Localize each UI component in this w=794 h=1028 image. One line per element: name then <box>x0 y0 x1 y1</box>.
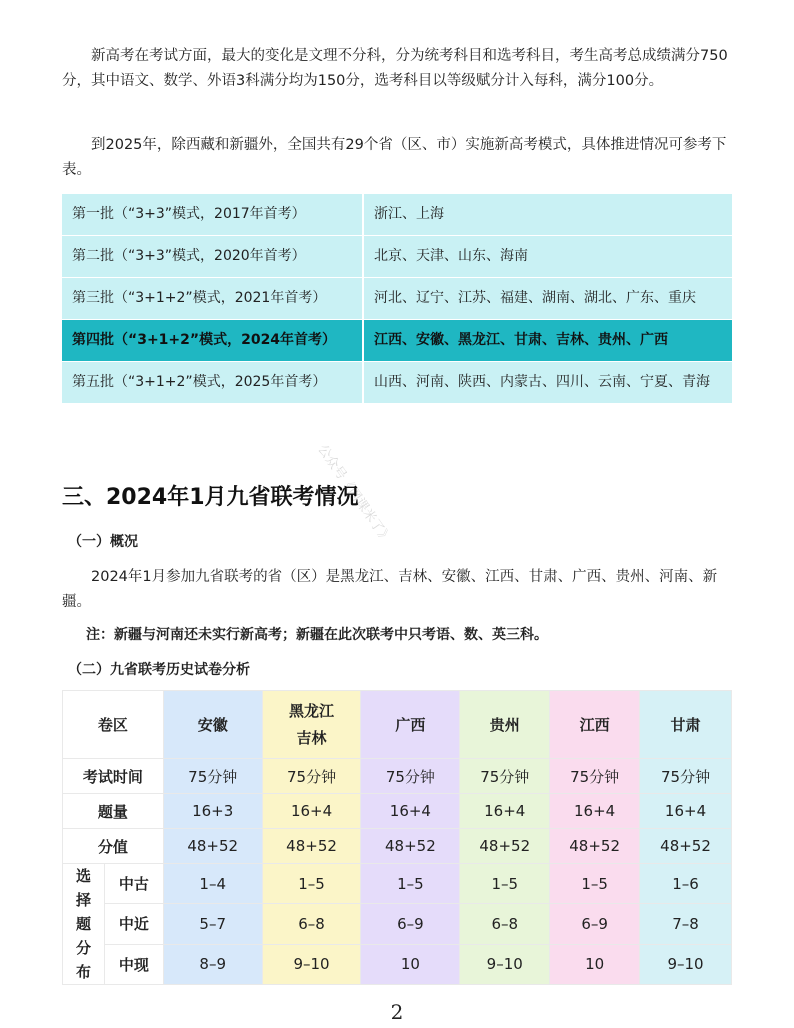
region-header: 广西 <box>361 691 460 759</box>
table-cell: 75分钟 <box>550 759 640 794</box>
row-label: 考试时间 <box>63 759 164 794</box>
batch-name: 第二批（“3+3”模式，2020年首考） <box>62 236 363 278</box>
table-cell: 9–10 <box>640 944 732 984</box>
row-label: 题量 <box>63 794 164 829</box>
batch-row <box>62 236 732 278</box>
table-cell: 1–4 <box>163 864 262 904</box>
batch-provinces: 江西、安徽、黑龙江、甘肃、吉林、贵州、广西 <box>363 320 732 362</box>
table-cell: 48+52 <box>262 829 361 864</box>
table-cell: 75分钟 <box>640 759 732 794</box>
group-label <box>63 864 105 985</box>
table-cell: 75分钟 <box>361 759 460 794</box>
batch-provinces: 河北、辽宁、江苏、福建、湖南、湖北、广东、重庆 <box>363 278 732 320</box>
watermark: 公众号《网课米了》 <box>314 442 394 547</box>
subsection-heading-analysis: （二）九省联考历史试卷分析 <box>68 662 250 678</box>
region-header-line1: 黑龙江 <box>289 701 335 720</box>
table-cell: 6–8 <box>460 904 550 944</box>
table-row <box>63 944 732 984</box>
table-cell: 7–8 <box>640 904 732 944</box>
batch-table <box>62 194 732 404</box>
exam-analysis-table <box>62 690 732 985</box>
table-header-row <box>63 691 732 759</box>
table-cell: 9–10 <box>262 944 361 984</box>
batch-intro-paragraph: 到2025年，除西藏和新疆外，全国共有29个省（区、市）实施新高考模式，具体推进情况可参考下表。 <box>62 137 727 178</box>
sub-row-label: 中近 <box>104 904 163 944</box>
sub-row-label: 中现 <box>104 944 163 984</box>
table-cell: 48+52 <box>550 829 640 864</box>
region-header: 贵州 <box>460 691 550 759</box>
batch-row-highlighted <box>62 320 732 362</box>
table-row <box>63 864 732 904</box>
intro-paragraph: 新高考在考试方面，最大的变化是文理不分科，分为统考科目和选考科目，考生高考总成绩满分750分，其中语文、数学、外语3科满分均为150分，选考科目以等级赋分计入每科，满分100分。 <box>62 48 728 89</box>
table-cell: 16+4 <box>262 794 361 829</box>
group-label-text: 选择题分布 <box>75 867 91 981</box>
section-title: 三、2024年1月九省联考情况 <box>62 485 359 510</box>
overview-paragraph: 2024年1月参加九省联考的省（区）是黑龙江、吉林、安徽、江西、甘肃、广西、贵州、河南、新疆。 <box>62 569 718 610</box>
page-number: 2 <box>390 1000 404 1024</box>
table-row <box>63 829 732 864</box>
table-cell: 10 <box>361 944 460 984</box>
table-cell: 1–6 <box>640 864 732 904</box>
table-row <box>63 794 732 829</box>
table-cell: 16+3 <box>163 794 262 829</box>
batch-provinces: 浙江、上海 <box>363 194 732 236</box>
table-cell: 16+4 <box>550 794 640 829</box>
table-cell: 48+52 <box>640 829 732 864</box>
table-cell: 1–5 <box>460 864 550 904</box>
table-row <box>63 759 732 794</box>
table-cell: 6–9 <box>550 904 640 944</box>
table-cell: 48+52 <box>460 829 550 864</box>
table-cell: 8–9 <box>163 944 262 984</box>
region-header-line2: 吉林 <box>296 728 327 747</box>
region-header: 安徽 <box>163 691 262 759</box>
region-header: 甘肃 <box>640 691 732 759</box>
table-cell: 75分钟 <box>460 759 550 794</box>
batch-name: 第四批（“3+1+2”模式，2024年首考） <box>62 320 363 362</box>
row-label: 分值 <box>63 829 164 864</box>
table-cell: 16+4 <box>640 794 732 829</box>
header-label: 卷区 <box>63 691 164 759</box>
table-cell: 9–10 <box>460 944 550 984</box>
note-text: 注：新疆与河南还未实行新高考；新疆在此次联考中只考语、数、英三科。 <box>86 627 548 643</box>
batch-row <box>62 362 732 404</box>
table-cell: 1–5 <box>361 864 460 904</box>
table-row <box>63 904 732 944</box>
table-cell: 75分钟 <box>262 759 361 794</box>
batch-name: 第三批（“3+1+2”模式，2021年首考） <box>62 278 363 320</box>
table-cell: 48+52 <box>163 829 262 864</box>
table-cell: 16+4 <box>361 794 460 829</box>
table-cell: 5–7 <box>163 904 262 944</box>
batch-row <box>62 194 732 236</box>
table-cell: 6–8 <box>262 904 361 944</box>
batch-provinces: 北京、天津、山东、海南 <box>363 236 732 278</box>
table-cell: 48+52 <box>361 829 460 864</box>
table-cell: 1–5 <box>262 864 361 904</box>
sub-row-label: 中古 <box>104 864 163 904</box>
batch-provinces: 山西、河南、陕西、内蒙古、四川、云南、宁夏、青海 <box>363 362 732 404</box>
subsection-heading-overview: （一）概况 <box>68 534 138 550</box>
table-cell: 16+4 <box>460 794 550 829</box>
table-cell: 6–9 <box>361 904 460 944</box>
table-cell: 1–5 <box>550 864 640 904</box>
region-header <box>262 691 361 759</box>
table-cell: 75分钟 <box>163 759 262 794</box>
batch-name: 第一批（“3+3”模式，2017年首考） <box>62 194 363 236</box>
batch-name: 第五批（“3+1+2”模式，2025年首考） <box>62 362 363 404</box>
batch-row <box>62 278 732 320</box>
region-header: 江西 <box>550 691 640 759</box>
table-cell: 10 <box>550 944 640 984</box>
